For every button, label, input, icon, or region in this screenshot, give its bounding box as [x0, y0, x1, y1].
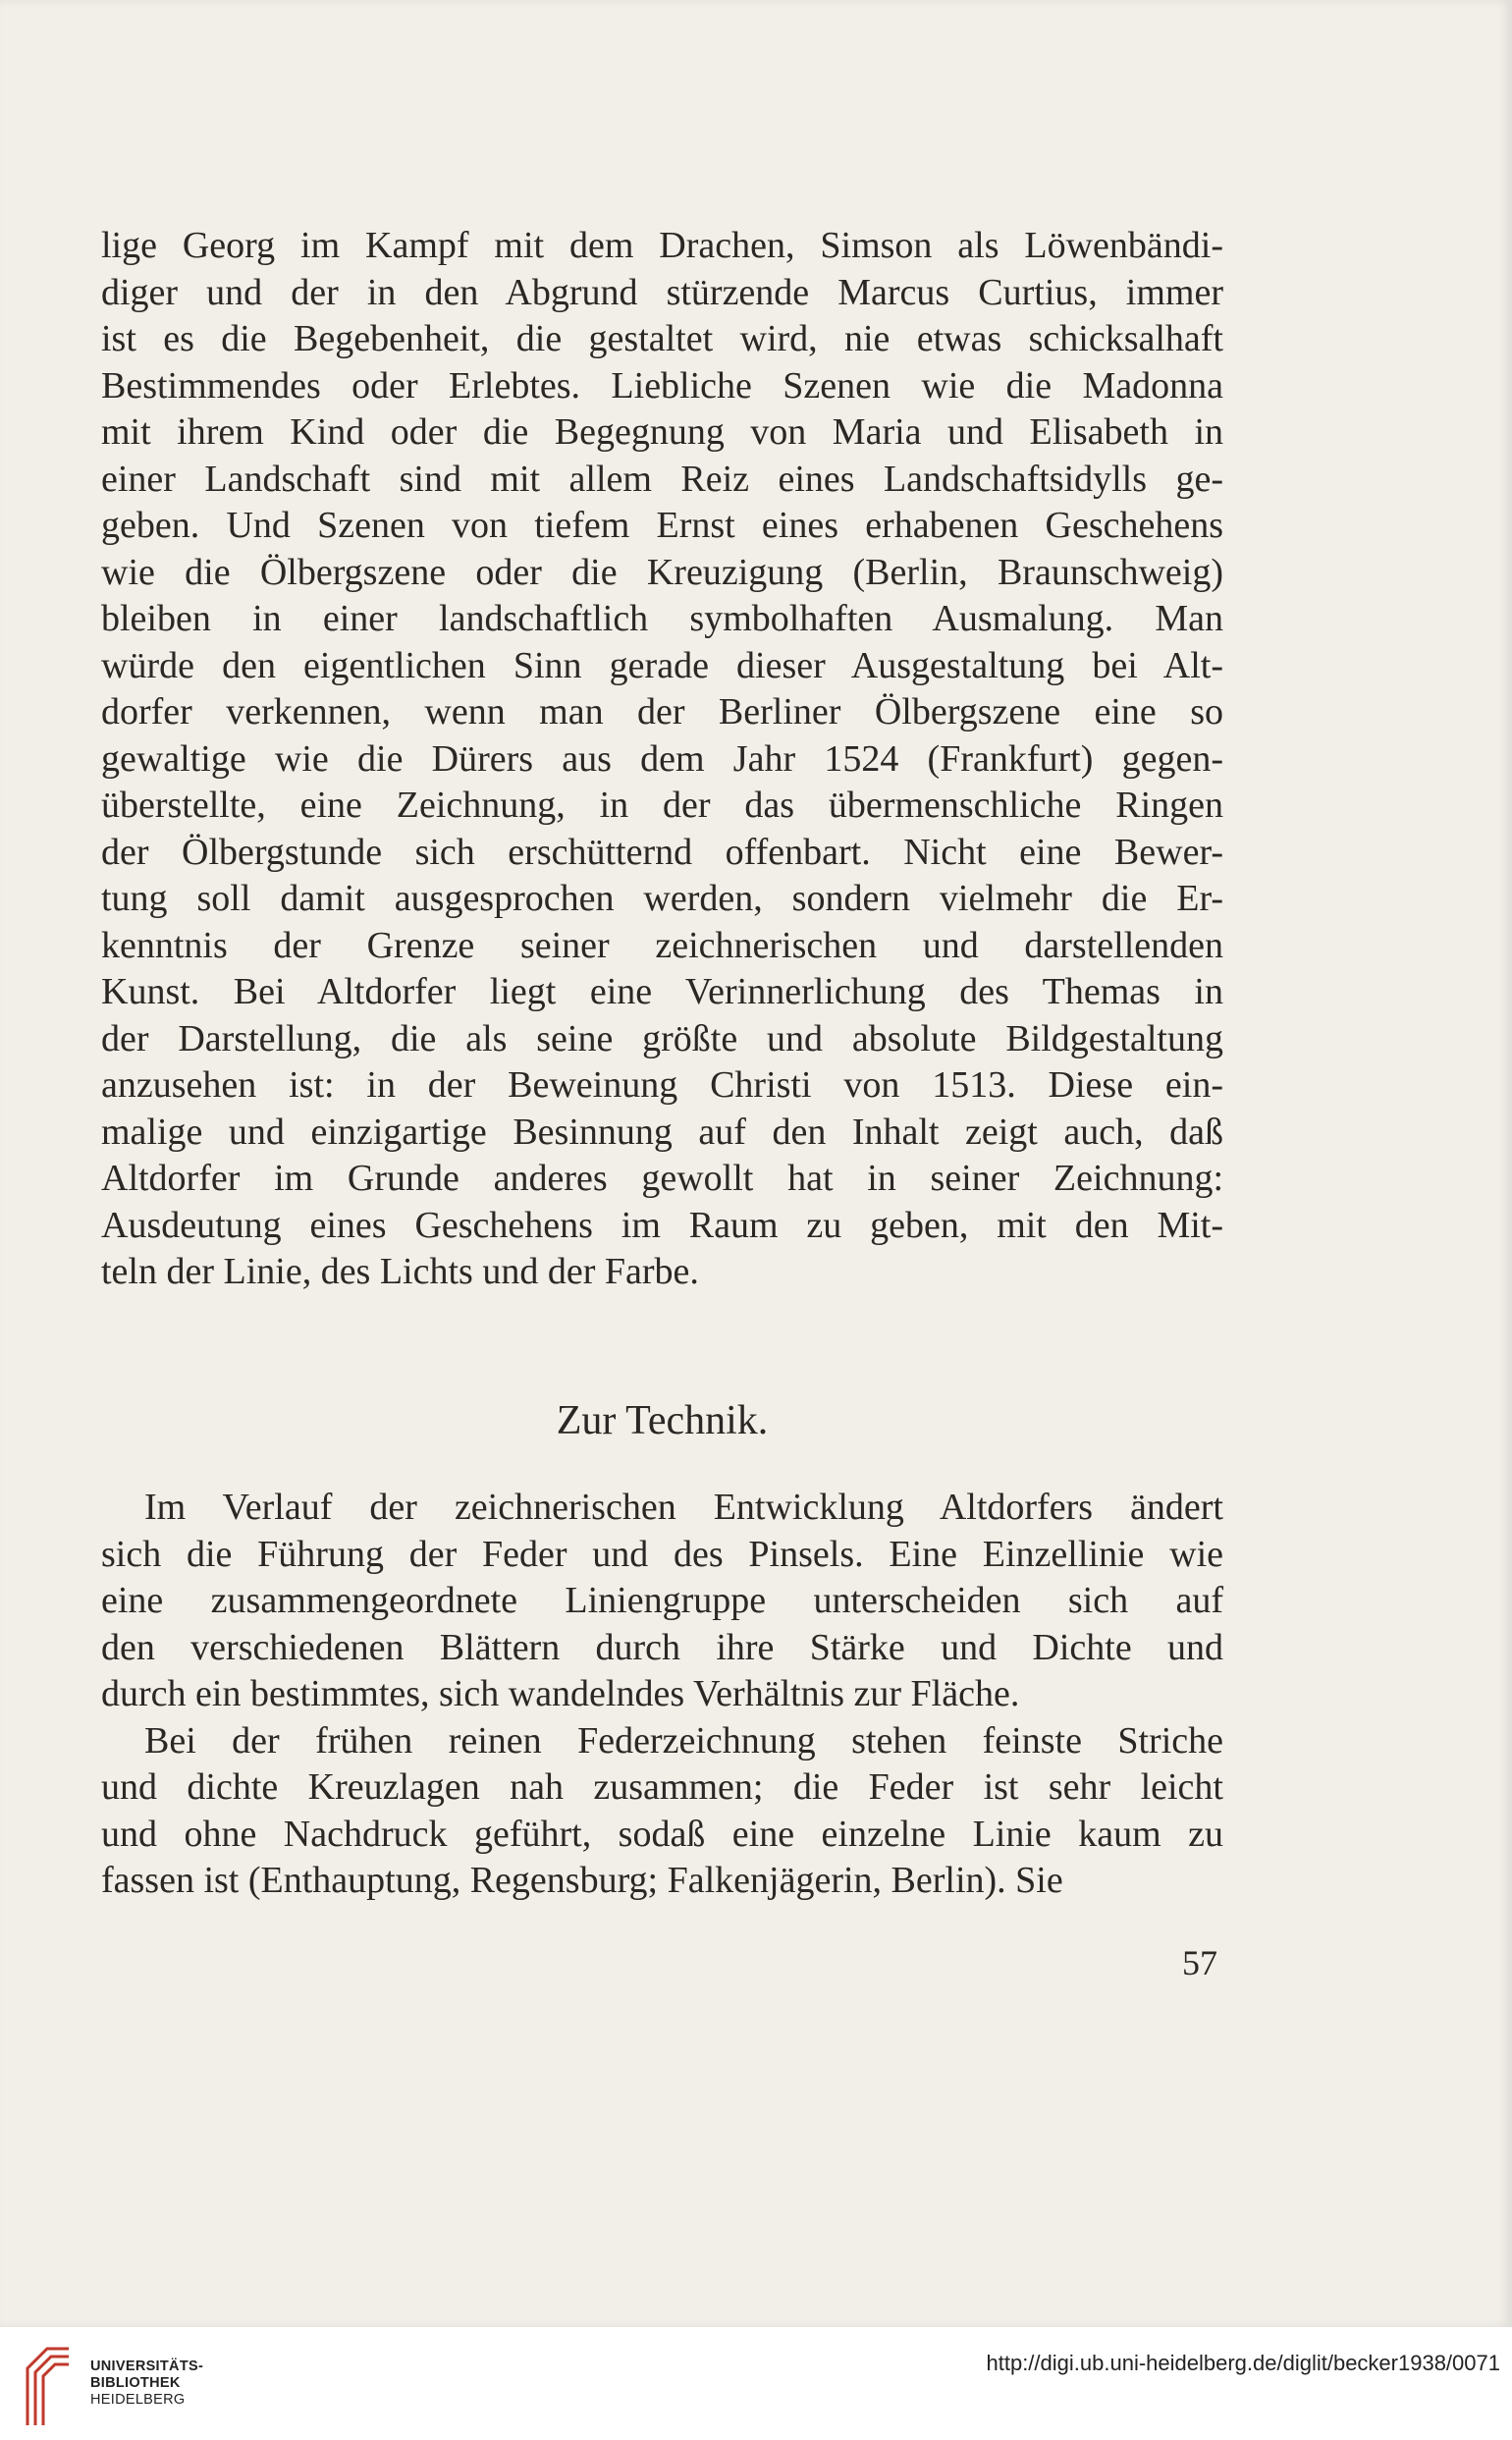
- text-line: durch ein bestimmtes, sich wandelndes Verhältnis zur Fläche.: [101, 1673, 1020, 1714]
- library-logo-icon: [18, 2339, 79, 2429]
- text-line: tung soll damit ausgesprochen werden, sondern vielmehr die Er-: [101, 878, 1223, 919]
- text-line: einer Landschaft sind mit allem Reiz eines Landschaftsidylls ge-: [101, 458, 1223, 500]
- text-line: würde den eigentlichen Sinn gerade dieser Ausgestaltung bei Alt-: [101, 644, 1223, 686]
- text-line: wie die Ölbergszene oder die Kreuzigung (Berlin, Braunschweig): [101, 551, 1223, 593]
- paragraph-1: [101, 223, 1223, 1296]
- text-line: überstellte, eine Zeichnung, in der das übermenschliche Ringen: [101, 785, 1223, 826]
- text-line: eine zusammengeordnete Liniengruppe unterscheiden sich auf: [101, 1580, 1223, 1621]
- text-line: kenntnis der Grenze seiner zeichnerischen und darstellenden: [101, 924, 1223, 966]
- text-line: gewaltige wie die Dürers aus dem Jahr 1524 (Frankfurt) gegen-: [101, 737, 1223, 780]
- digitization-footer: [0, 2327, 1512, 2440]
- text-line: sich die Führung der Feder und des Pinsels. Eine Einzellinie wie: [101, 1533, 1223, 1575]
- text-line: Im Verlauf der zeichnerischen Entwicklung Altdorfers ändert: [144, 1487, 1223, 1528]
- text-line: Bei der frühen reinen Federzeichnung stehen feinste Striche: [144, 1719, 1223, 1762]
- text-line: dorfer verkennen, wenn man der Berliner Ölbergszene eine so: [101, 691, 1223, 732]
- text-line: der Darstellung, die als seine größte und absolute Bildgestaltung: [101, 1017, 1223, 1059]
- text-line: ist es die Begebenheit, die gestaltet wird, nie etwas schicksalhaft: [101, 318, 1223, 359]
- text-line: Bestimmendes oder Erlebtes. Liebliche Szenen wie die Madonna: [101, 364, 1223, 407]
- text-line: bleiben in einer landschaftlich symbolhaften Ausmalung. Man: [101, 598, 1223, 639]
- text-line: und ohne Nachdruck geführt, sodaß eine einzelne Linie kaum zu: [101, 1813, 1223, 1855]
- text-line: Kunst. Bei Altdorfer liegt eine Verinnerlichung des Themas in: [101, 971, 1223, 1012]
- text-line: Ausdeutung eines Geschehens im Raum zu geben, mit den Mit-: [101, 1204, 1223, 1246]
- source-url-link[interactable]: http://digi.ub.uni-heidelberg.de/diglit/becker1938/0071: [986, 2351, 1500, 2375]
- library-name-line-3: HEIDELBERG: [90, 2392, 186, 2408]
- text-line: fassen ist (Enthauptung, Regensburg; Falkenjägerin, Berlin). Sie: [101, 1860, 1063, 1901]
- text-line: anzusehen ist: in der Beweinung Christi von 1513. Diese ein-: [101, 1064, 1223, 1106]
- text-line: mit ihrem Kind oder die Begegnung von Maria und Elisabeth in: [101, 411, 1223, 453]
- text-line: teln der Linie, des Lichts und der Farbe.: [101, 1251, 699, 1292]
- text-line: den verschiedenen Blättern durch ihre Stärke und Dichte und: [101, 1626, 1223, 1668]
- text-line: lige Georg im Kampf mit dem Drachen, Simson als Löwenbändi-: [101, 225, 1223, 266]
- text-line: der Ölbergstunde sich erschütternd offenbart. Nicht eine Bewer-: [101, 831, 1223, 873]
- section-body: [101, 1485, 1223, 1905]
- library-name: [90, 2359, 203, 2409]
- library-name-line-2: BIBLIOTHEK: [90, 2375, 181, 2391]
- section-heading: Zur Technik.: [556, 1398, 769, 1443]
- text-line: malige und einzigartige Besinnung auf den Inhalt zeigt auch, daß: [101, 1111, 1223, 1153]
- text-line: und dichte Kreuzlagen nah zusammen; die Feder ist sehr leicht: [101, 1766, 1223, 1808]
- text-line: diger und der in den Abgrund stürzende Marcus Curtius, immer: [101, 271, 1223, 313]
- library-name-line-1: UNIVERSITÄTS-: [90, 2359, 204, 2374]
- text-line: geben. Und Szenen von tiefem Ernst eines erhabenen Geschehens: [101, 505, 1223, 546]
- text-line: Altdorfer im Grunde anderes gewollt hat in seiner Zeichnung:: [101, 1158, 1223, 1199]
- page-number: 57: [1182, 1943, 1217, 1982]
